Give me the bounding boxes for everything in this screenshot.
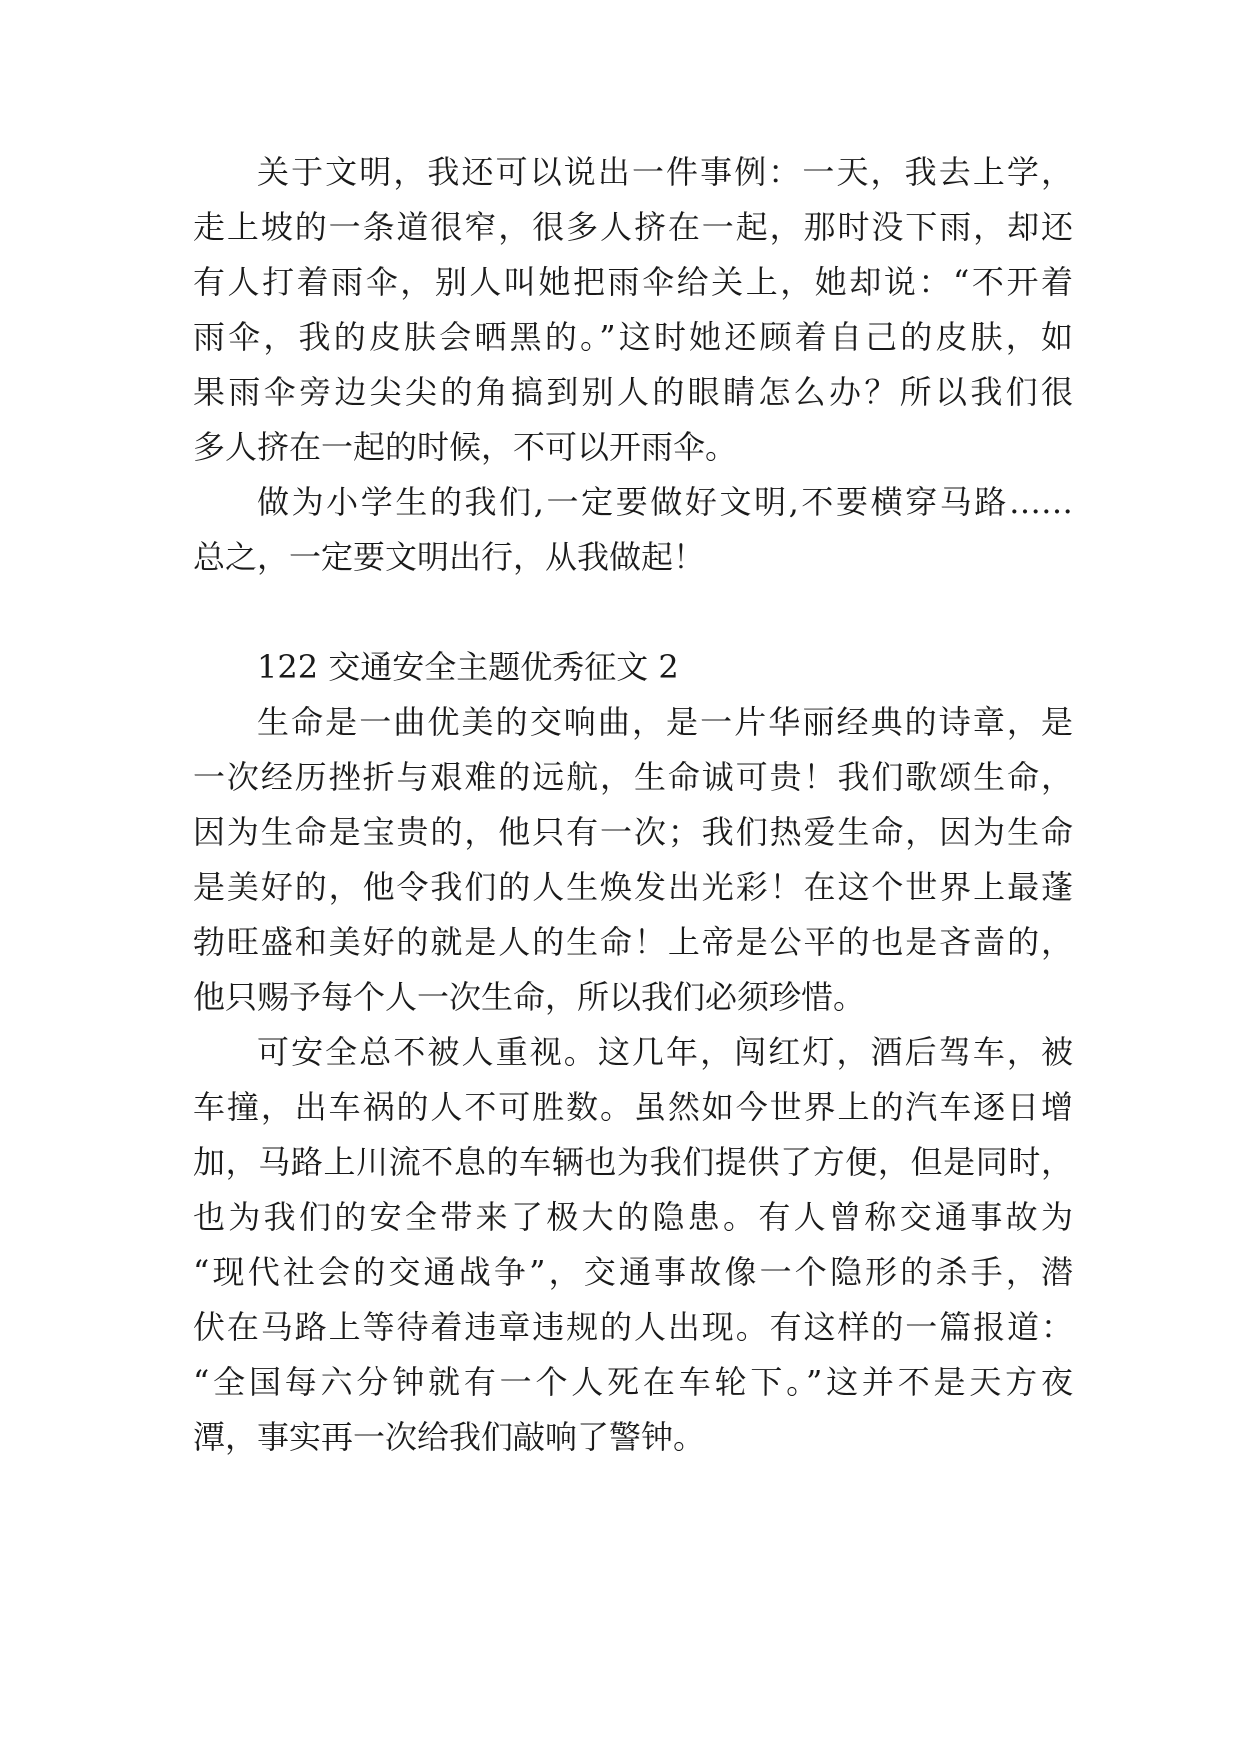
paragraph-3-line-1: 生命是一曲优美的交响曲，是一片华丽经典的诗章，是: [257, 703, 1073, 741]
paragraph-3-line-6: 他只赐予每个人一次生命，所以我们必须珍惜。: [193, 978, 866, 1016]
paragraph-4-line-5: “现代社会的交通战争”，交通事故像一个隐形的杀手，潜: [193, 1253, 1073, 1291]
paragraph-1-line-3: 有人打着雨伞，别人叫她把雨伞给关上，她却说：“不开着: [193, 263, 1073, 301]
paragraph-3-line-2: 一次经历挫折与艰难的远航，生命诚可贵！我们歌颂生命，: [193, 758, 1073, 796]
paragraph-2-line-1: 做为小学生的我们,一定要做好文明,不要横穿马路……: [257, 483, 1073, 521]
paragraph-2-line-2: 总之，一定要文明出行，从我做起！: [193, 538, 706, 576]
paragraph-4-line-7: “全国每六分钟就有一个人死在车轮下。”这并不是天方夜: [193, 1363, 1073, 1401]
paragraph-1-line-2: 走上坡的一条道很窄，很多人挤在一起，那时没下雨，却还: [193, 208, 1073, 246]
paragraph-4-line-6: 伏在马路上等待着违章违规的人出现。有这样的一篇报道：: [193, 1308, 1073, 1346]
paragraph-3-line-3: 因为生命是宝贵的，他只有一次；我们热爱生命，因为生命: [193, 813, 1073, 851]
paragraph-3-line-5: 勃旺盛和美好的就是人的生命！上帝是公平的也是吝啬的，: [193, 923, 1073, 961]
section-heading: 122 交通安全主题优秀征文 2: [257, 648, 679, 686]
paragraph-4-line-2: 车撞，出车祸的人不可胜数。虽然如今世界上的汽车逐日增: [193, 1088, 1073, 1126]
paragraph-4-line-8: 潭，事实再一次给我们敲响了警钟。: [193, 1418, 706, 1456]
paragraph-1-line-1: 关于文明，我还可以说出一件事例：一天，我去上学，: [257, 153, 1073, 191]
paragraph-4-line-3: 加，马路上川流不息的车辆也为我们提供了方便，但是同时，: [193, 1143, 1073, 1181]
paragraph-1-line-5: 果雨伞旁边尖尖的角搞到别人的眼睛怎么办？所以我们很: [193, 373, 1073, 411]
paragraph-4-line-4: 也为我们的安全带来了极大的隐患。有人曾称交通事故为: [193, 1198, 1073, 1236]
paragraph-1-line-4: 雨伞，我的皮肤会晒黑的。”这时她还顾着自己的皮肤，如: [193, 318, 1073, 356]
paragraph-3-line-4: 是美好的，他令我们的人生焕发出光彩！在这个世界上最蓬: [193, 868, 1073, 906]
paragraph-1-line-6: 多人挤在一起的时候，不可以开雨伞。: [193, 428, 738, 466]
paragraph-4-line-1: 可安全总不被人重视。这几年，闯红灯，酒后驾车，被: [257, 1033, 1073, 1071]
